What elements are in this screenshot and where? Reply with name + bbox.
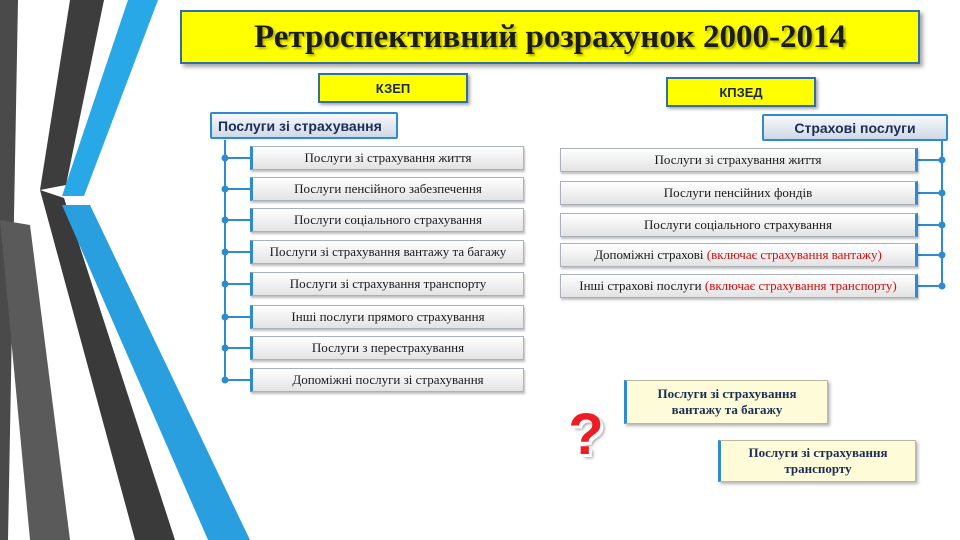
transport-insurance-callout [718, 440, 916, 482]
slide-title-box [180, 10, 920, 64]
left-item-pension-services: Послуги пенсійного забезпечення [250, 177, 524, 201]
right-item-text: Послуги пенсійних фондів [663, 185, 813, 200]
left-item-other-direct-insurance: Інші послуги прямого страхування [250, 305, 524, 329]
right-item-text: Послуги соціального страхування [644, 217, 832, 232]
left-connector [223, 140, 251, 383]
right-connector [918, 140, 945, 289]
callout-line: Послуги зі страхування [657, 386, 797, 401]
right-item-text: Інші страхові послуги [579, 278, 705, 293]
left-group-header: Послуги зі страхування [210, 112, 398, 139]
right-item-note: (включає страхування вантажу) [706, 247, 882, 262]
left-item-social-insurance: Послуги соціального страхування [250, 208, 524, 232]
left-item-transport-insurance: Послуги зі страхування транспорту [250, 272, 524, 296]
left-item-life-insurance: Послуги зі страхування життя [250, 146, 524, 170]
right-item-social-insurance [560, 213, 918, 237]
callout-line: вантажу та багажу [671, 402, 783, 417]
right-item-auxiliary-insurance [560, 243, 918, 267]
right-item-note: (включає страхування транспорту) [704, 278, 897, 293]
kpzed-label: КПЗЕД [666, 77, 816, 107]
kzep-label: КЗЕП [318, 73, 468, 103]
left-item-reinsurance: Послуги з перестрахування [250, 336, 524, 360]
callout-line: транспорту [784, 461, 852, 476]
question-mark: ? [568, 402, 604, 467]
right-item-text: Послуги зі страхування життя [654, 152, 822, 167]
slide-title: Ретроспективний розрахунок 2000-2014 [254, 18, 846, 55]
right-item-other-insurance [560, 274, 918, 298]
right-item-pension-funds [560, 181, 918, 205]
callout-line: Послуги зі страхування [748, 445, 888, 460]
right-item-text: Допоміжні страхові [594, 247, 707, 262]
left-item-cargo-insurance: Послуги зі страхування вантажу та багажу [250, 240, 524, 264]
cargo-insurance-callout [624, 380, 828, 424]
right-item-life-insurance [560, 148, 918, 172]
right-group-header: Страхові послуги [762, 114, 948, 141]
left-item-auxiliary-insurance: Допоміжні послуги зі страхування [250, 368, 524, 392]
